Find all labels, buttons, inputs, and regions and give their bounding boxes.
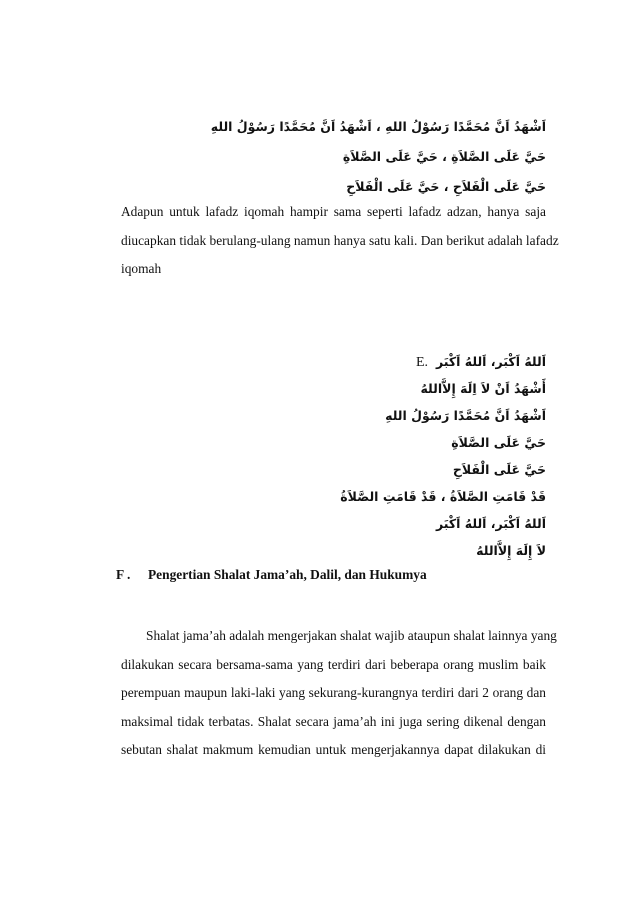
section-number: F . — [116, 567, 131, 582]
section-heading — [116, 566, 427, 584]
body-line-5: sebutan shalat makmum kemudian untuk mengerjakannya dapat dilakukan di — [121, 742, 546, 758]
iqomah-hayya-shalah: حَيَّ عَلَى الصَّلاَةِ — [451, 435, 546, 450]
iqomah-syahadat-rasul: اَشْهَدُ اَنَّ مُحَمَّدًا رَسُوْلُ اللهِ — [385, 408, 546, 423]
body-line-2: dilakukan secara bersama-sama yang terdiri dari beberapa orang muslim baik — [121, 656, 546, 672]
body-line-1: Shalat jama’ah adalah mengerjakan shalat wajib ataupun shalat lainnya yang — [146, 628, 557, 643]
adzan-line-hayya-falah: حَيَّ عَلَى الْفَلاَحِ ، حَيَّ عَلَى الْفَلاَحِ — [346, 179, 546, 194]
iqomah-hayya-falah: حَيَّ عَلَى الْفَلاَحِ — [452, 462, 546, 477]
iqomah-syahadat-tauhid: أَشْهَدُ اَنْ لاَ اِلَهَ إِلاَّاللهُ — [420, 381, 546, 396]
body-line-3: perempuan maupun laki-laki yang sekurang-kurangnya terdiri dari 2 orang dan — [121, 685, 546, 701]
intro-line-1: Adapun untuk lafadz iqomah hampir sama seperti lafadz adzan, hanya saja — [121, 204, 546, 219]
iqomah-first-line — [416, 353, 546, 372]
adzan-line-syahadat-rasul: اَشْهَدُ اَنَّ مُحَمَّدًا رَسُوْلُ اللهِ ، اَشْهَدُ اَنَّ مُحَمَّدًا رَسُوْلُ اللهِ — [210, 119, 546, 134]
iqomah-takbir-close: اَللهُ اَكْبَر، اَللهُ اَكْبَر — [436, 516, 546, 531]
iqomah-takbir-open: اَللهُ اَكْبَر، اَللهُ اَكْبَر — [436, 354, 546, 369]
body-paragraph — [121, 622, 557, 765]
iqomah-label: E. — [415, 355, 428, 370]
body-line-4: maksimal tidak terbatas. Shalat secara jama’ah ini juga sering dikenal dengan — [121, 713, 546, 729]
section-title: Pengertian Shalat Jama’ah, Dalil, dan Hukumya — [148, 567, 427, 582]
intro-paragraph — [121, 198, 559, 284]
intro-line-3: iqomah — [121, 261, 162, 277]
iqomah-qad-qamat: قَدْ قَامَتِ الصَّلاَةُ ، قَدْ قَامَتِ الصَّلاَةُ — [340, 489, 546, 504]
intro-line-2: diucapkan tidak berulang-ulang namun hanya satu kali. Dan berikut adalah lafadz — [121, 232, 559, 248]
iqomah-tahlil: لاَ إِلَهَ إِلاَّاللهُ — [476, 543, 546, 558]
adzan-line-hayya-shalah: حَيَّ عَلَى الصَّلاَةِ ، حَيَّ عَلَى الصَّلاَةِ — [342, 149, 546, 164]
